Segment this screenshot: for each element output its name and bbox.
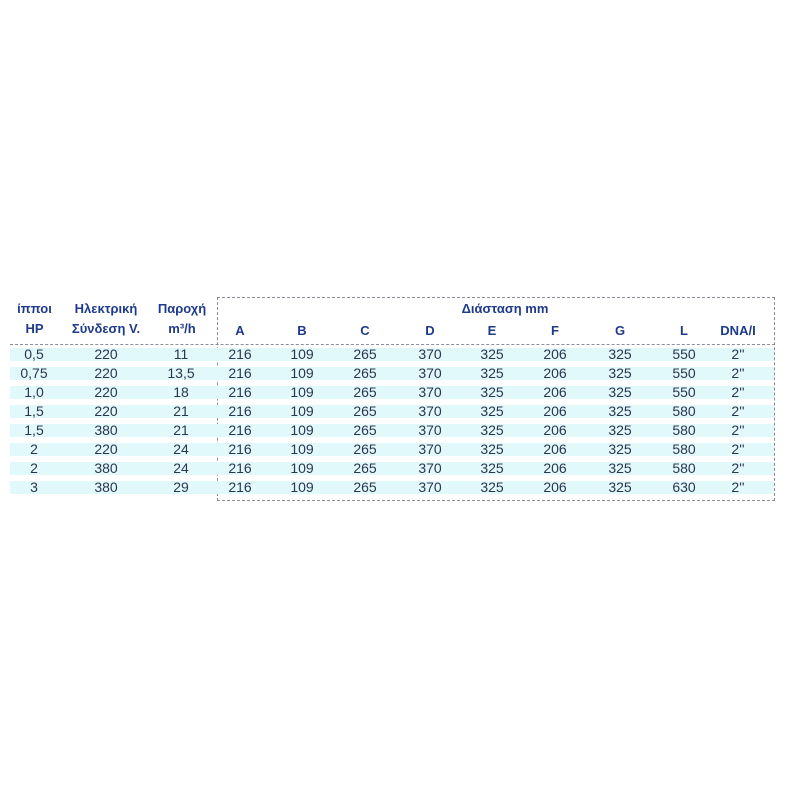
table-cell: 265 bbox=[353, 441, 377, 457]
table-cell: 370 bbox=[418, 479, 442, 495]
table-cell: 206 bbox=[543, 460, 567, 476]
table-cell: 370 bbox=[418, 403, 442, 419]
table-cell: 325 bbox=[608, 422, 632, 438]
header-dimension-group: Διάσταση mm bbox=[461, 301, 549, 316]
table-cell: 265 bbox=[353, 479, 377, 495]
table-cell: 220 bbox=[94, 384, 118, 400]
table-cell: 109 bbox=[290, 422, 314, 438]
table-cell: 18 bbox=[173, 384, 189, 400]
table-cell: 325 bbox=[608, 441, 632, 457]
header-voltage-line2: Σύνδεση V. bbox=[71, 321, 141, 336]
table-cell: 265 bbox=[353, 403, 377, 419]
table-cell: 370 bbox=[418, 460, 442, 476]
header-dim-col: L bbox=[680, 323, 688, 338]
table-cell: 21 bbox=[173, 403, 189, 419]
table-cell: 370 bbox=[418, 384, 442, 400]
table-cell: 325 bbox=[608, 460, 632, 476]
table-cell: 0,5 bbox=[24, 346, 44, 362]
table-cell: 216 bbox=[228, 422, 252, 438]
table-cell: 325 bbox=[480, 441, 504, 457]
table-cell: 109 bbox=[290, 384, 314, 400]
table-cell: 109 bbox=[290, 441, 314, 457]
table-cell: 206 bbox=[543, 384, 567, 400]
table-cell: 216 bbox=[228, 365, 252, 381]
table-cell: 370 bbox=[418, 441, 442, 457]
table-cell: 325 bbox=[480, 479, 504, 495]
table-cell: 2'' bbox=[731, 479, 745, 495]
table-cell: 325 bbox=[608, 365, 632, 381]
table-cell: 265 bbox=[353, 365, 377, 381]
table-cell: 109 bbox=[290, 365, 314, 381]
table-cell: 220 bbox=[94, 346, 118, 362]
table-cell: 2'' bbox=[731, 403, 745, 419]
table-cell: 0,75 bbox=[20, 365, 48, 381]
table-cell: 206 bbox=[543, 403, 567, 419]
table-cell: 550 bbox=[672, 365, 696, 381]
table-cell: 325 bbox=[480, 384, 504, 400]
table-cell: 265 bbox=[353, 460, 377, 476]
table-cell: 325 bbox=[480, 346, 504, 362]
table-cell: 325 bbox=[480, 460, 504, 476]
header-dim-col: G bbox=[614, 323, 626, 338]
table-cell: 380 bbox=[94, 460, 118, 476]
table-cell: 109 bbox=[290, 403, 314, 419]
table-cell: 220 bbox=[94, 403, 118, 419]
table-cell: 325 bbox=[480, 422, 504, 438]
table-cell: 24 bbox=[173, 441, 189, 457]
table-cell: 29 bbox=[173, 479, 189, 495]
table-cell: 216 bbox=[228, 460, 252, 476]
table-cell: 265 bbox=[353, 346, 377, 362]
table-cell: 630 bbox=[672, 479, 696, 495]
header-dim-col: F bbox=[551, 323, 559, 338]
header-dim-col: E bbox=[487, 323, 497, 338]
table-cell: 325 bbox=[480, 365, 504, 381]
header-dim-col: DNA/I bbox=[720, 323, 756, 338]
table-cell: 580 bbox=[672, 460, 696, 476]
table-cell: 325 bbox=[480, 403, 504, 419]
table-cell: 206 bbox=[543, 365, 567, 381]
table-cell: 216 bbox=[228, 346, 252, 362]
table-cell: 109 bbox=[290, 460, 314, 476]
table-cell: 220 bbox=[94, 441, 118, 457]
table-cell: 2'' bbox=[731, 384, 745, 400]
table-cell: 21 bbox=[173, 422, 189, 438]
table-cell: 2 bbox=[30, 460, 38, 476]
table-cell: 206 bbox=[543, 441, 567, 457]
table-cell: 220 bbox=[94, 365, 118, 381]
table-cell: 380 bbox=[94, 479, 118, 495]
table-cell: 2'' bbox=[731, 441, 745, 457]
table-cell: 325 bbox=[608, 479, 632, 495]
table-cell: 109 bbox=[290, 346, 314, 362]
table-cell: 206 bbox=[543, 479, 567, 495]
table-cell: 216 bbox=[228, 403, 252, 419]
table-cell: 11 bbox=[173, 346, 189, 362]
header-voltage-line1: Ηλεκτρική bbox=[74, 301, 138, 316]
header-hp-line2: HP bbox=[25, 321, 44, 336]
table-cell: 2 bbox=[30, 441, 38, 457]
table-cell: 216 bbox=[228, 479, 252, 495]
table-cell: 2'' bbox=[731, 460, 745, 476]
table-cell: 380 bbox=[94, 422, 118, 438]
header-flow-line2: m³/h bbox=[168, 321, 196, 336]
table-cell: 265 bbox=[353, 422, 377, 438]
table-cell: 2'' bbox=[731, 422, 745, 438]
header-flow-line1: Παροχή bbox=[157, 301, 207, 316]
table-cell: 1,0 bbox=[24, 384, 44, 400]
table-cell: 370 bbox=[418, 422, 442, 438]
table-cell: 265 bbox=[353, 384, 377, 400]
header-dim-col: D bbox=[425, 323, 435, 338]
table-cell: 3 bbox=[30, 479, 38, 495]
table-cell: 24 bbox=[173, 460, 189, 476]
table-cell: 370 bbox=[418, 365, 442, 381]
table-cell: 109 bbox=[290, 479, 314, 495]
table-cell: 550 bbox=[672, 384, 696, 400]
table-cell: 2'' bbox=[731, 346, 745, 362]
header-dim-col: B bbox=[297, 323, 307, 338]
table-cell: 1,5 bbox=[24, 403, 44, 419]
table-cell: 206 bbox=[543, 346, 567, 362]
table-cell: 325 bbox=[608, 403, 632, 419]
header-dim-col: C bbox=[360, 323, 370, 338]
table-cell: 2'' bbox=[731, 365, 745, 381]
table-cell: 580 bbox=[672, 403, 696, 419]
table-cell: 325 bbox=[608, 346, 632, 362]
table-cell: 206 bbox=[543, 422, 567, 438]
table-cell: 13,5 bbox=[167, 365, 195, 381]
table-cell: 325 bbox=[608, 384, 632, 400]
table-cell: 216 bbox=[228, 441, 252, 457]
header-dim-col: A bbox=[235, 323, 245, 338]
table-cell: 580 bbox=[672, 441, 696, 457]
table-cell: 1,5 bbox=[24, 422, 44, 438]
table-cell: 580 bbox=[672, 422, 696, 438]
table-cell: 216 bbox=[228, 384, 252, 400]
header-hp-line1: ίπποι bbox=[17, 301, 52, 316]
table-cell: 550 bbox=[672, 346, 696, 362]
table-cell: 370 bbox=[418, 346, 442, 362]
